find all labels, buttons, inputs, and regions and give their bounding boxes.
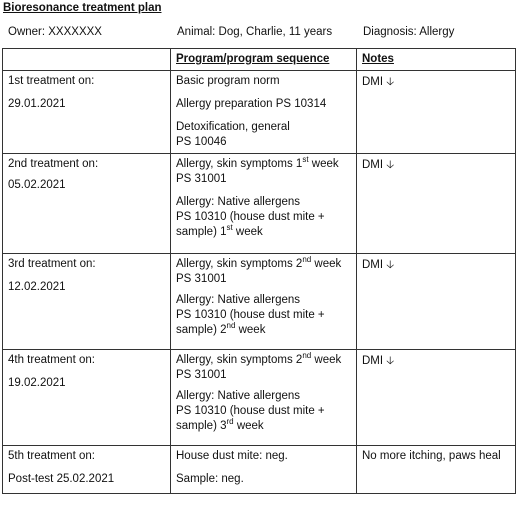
program-line: Allergy, skin symptoms 2nd week bbox=[176, 351, 342, 366]
arrow-down-icon: 🡣 bbox=[386, 354, 395, 367]
treatment-date: Post-test 25.02.2021 bbox=[8, 473, 115, 485]
program-line: Detoxification, general bbox=[176, 121, 290, 133]
program-cell bbox=[171, 254, 357, 350]
program-line: Allergy, skin symptoms 1st week bbox=[176, 155, 339, 170]
note-text: DMI bbox=[362, 76, 384, 88]
program-line: Allergy: Native allergens bbox=[176, 390, 301, 402]
treatment-label: 5th treatment on: bbox=[8, 450, 95, 462]
owner-field: Owner: XXXXXXX bbox=[8, 26, 102, 38]
program-line: Allergy: Native allergens bbox=[176, 294, 301, 306]
program-line: PS 10310 (house dust mite + bbox=[176, 309, 325, 321]
program-line: PS 31001 bbox=[176, 273, 227, 285]
program-cell bbox=[171, 71, 357, 154]
treatment-date: 29.01.2021 bbox=[8, 98, 66, 110]
header-notes: Notes bbox=[357, 49, 516, 71]
arrow-down-icon: 🡣 bbox=[386, 158, 395, 171]
program-line: sample) 2nd week bbox=[176, 321, 266, 336]
treatment-label: 3rd treatment on: bbox=[8, 258, 96, 270]
table-header-row bbox=[3, 49, 516, 71]
table-row bbox=[3, 71, 516, 154]
treatment-label: 4th treatment on: bbox=[8, 354, 95, 366]
notes-cell bbox=[357, 154, 516, 254]
program-line: House dust mite: neg. bbox=[176, 450, 288, 462]
program-line: sample) 1st week bbox=[176, 223, 263, 238]
treatment-date: 19.02.2021 bbox=[8, 377, 66, 389]
program-line: sample) 3rd week bbox=[176, 417, 264, 432]
program-line: PS 10046 bbox=[176, 136, 227, 148]
treatment-date: 12.02.2021 bbox=[8, 281, 66, 293]
program-line: PS 31001 bbox=[176, 369, 227, 381]
arrow-down-icon: 🡣 bbox=[386, 258, 395, 271]
arrow-down-icon: 🡣 bbox=[386, 75, 395, 88]
treatment-cell bbox=[3, 350, 171, 446]
program-cell bbox=[171, 350, 357, 446]
program-line: Allergy: Native allergens bbox=[176, 196, 301, 208]
header-program: Program/program sequence bbox=[171, 49, 357, 71]
program-line: PS 10310 (house dust mite + bbox=[176, 211, 325, 223]
program-cell bbox=[171, 446, 357, 494]
table-row bbox=[3, 254, 516, 350]
treatment-cell bbox=[3, 254, 171, 350]
animal-field: Animal: Dog, Charlie, 11 years bbox=[177, 26, 333, 38]
program-cell bbox=[171, 154, 357, 254]
table-row bbox=[3, 154, 516, 254]
program-line: Allergy, skin symptoms 2nd week bbox=[176, 255, 342, 270]
table-row bbox=[3, 446, 516, 494]
program-line: Allergy preparation PS 10314 bbox=[176, 98, 327, 110]
treatment-table bbox=[2, 48, 516, 494]
treatment-label: 2nd treatment on: bbox=[8, 158, 99, 170]
treatment-cell bbox=[3, 71, 171, 154]
notes-cell bbox=[357, 71, 516, 154]
treatment-cell bbox=[3, 154, 171, 254]
treatment-cell bbox=[3, 446, 171, 494]
notes-cell bbox=[357, 446, 516, 494]
program-line: Basic program norm bbox=[176, 75, 280, 87]
notes-cell bbox=[357, 350, 516, 446]
program-line: Sample: neg. bbox=[176, 473, 244, 485]
program-line: PS 10310 (house dust mite + bbox=[176, 405, 325, 417]
notes-cell bbox=[357, 254, 516, 350]
treatment-label: 1st treatment on: bbox=[8, 75, 95, 87]
table-row bbox=[3, 350, 516, 446]
program-line: PS 31001 bbox=[176, 173, 227, 185]
header-empty-cell bbox=[3, 49, 171, 71]
diagnosis-field: Diagnosis: Allergy bbox=[363, 26, 455, 38]
treatment-date: 05.02.2021 bbox=[8, 179, 66, 191]
note-text: DMI bbox=[362, 159, 384, 171]
note-text: No more itching, paws heal bbox=[362, 450, 501, 462]
note-text: DMI bbox=[362, 259, 384, 271]
document-title: Bioresonance treatment plan bbox=[3, 2, 162, 14]
note-text: DMI bbox=[362, 355, 384, 367]
